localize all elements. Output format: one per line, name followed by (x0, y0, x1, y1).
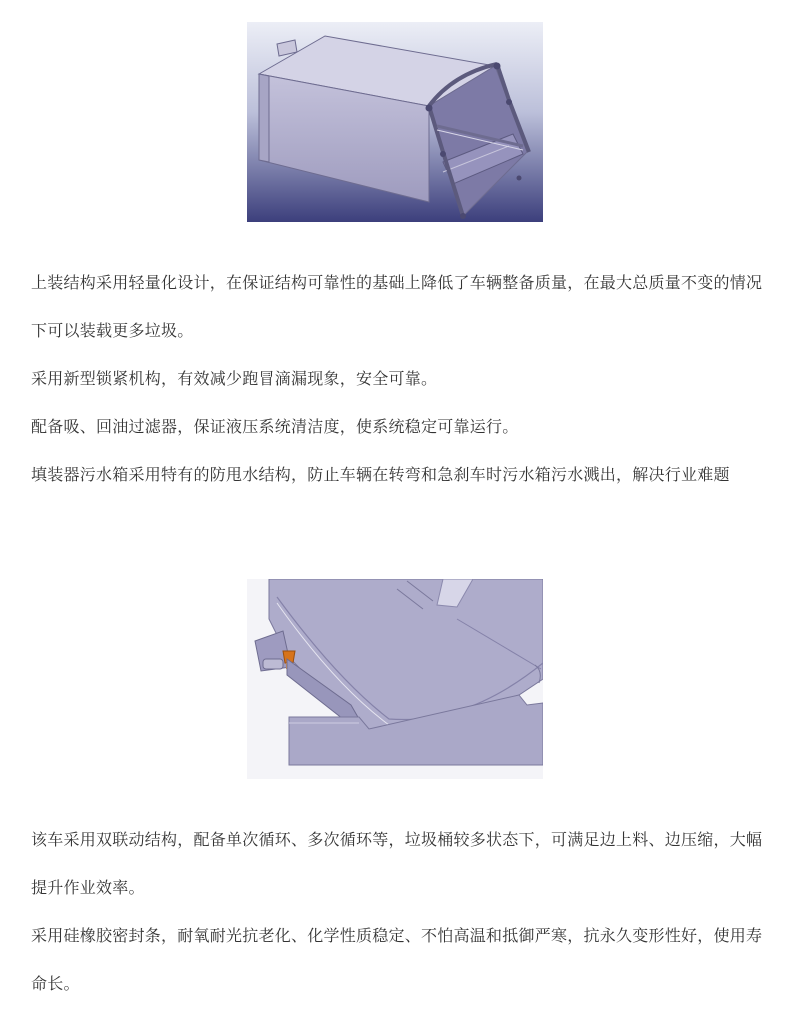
cad-body-frame-image (247, 22, 543, 222)
paragraph-oil-filter: 配备吸、回油过滤器，保证液压系统清洁度，使系统稳定可靠运行。 (31, 417, 519, 436)
feature-text-block-1 (31, 259, 766, 499)
paragraph-locking-mechanism: 采用新型锁紧机构，有效减少跑冒滴漏现象，安全可靠。 (31, 369, 438, 388)
paragraph-dual-linkage: 该车采用双联动结构，配备单次循环、多次循环等，垃圾桶较多状态下，可满足边上料、边压缩，大幅提升作业效率。 (31, 830, 763, 897)
feature-text-block-2 (31, 816, 766, 1008)
paragraph-lightweight-design: 上装结构采用轻量化设计，在保证结构可靠性的基础上降低了车辆整备质量，在最大总质量不变的情况下可以装载更多垃圾。 (31, 273, 763, 340)
paragraph-sewage-tank: 填装器污水箱采用特有的防甩水结构，防止车辆在转弯和急刹车时污水箱污水溅出，解决行业难题 (31, 465, 730, 484)
paragraph-silicone-seal: 采用硅橡胶密封条，耐氧耐光抗老化、化学性质稳定、不怕高温和抵御严寒，抗永久变形性好，使用寿命长。 (31, 926, 763, 993)
cad-filler-detail-image (247, 579, 543, 779)
